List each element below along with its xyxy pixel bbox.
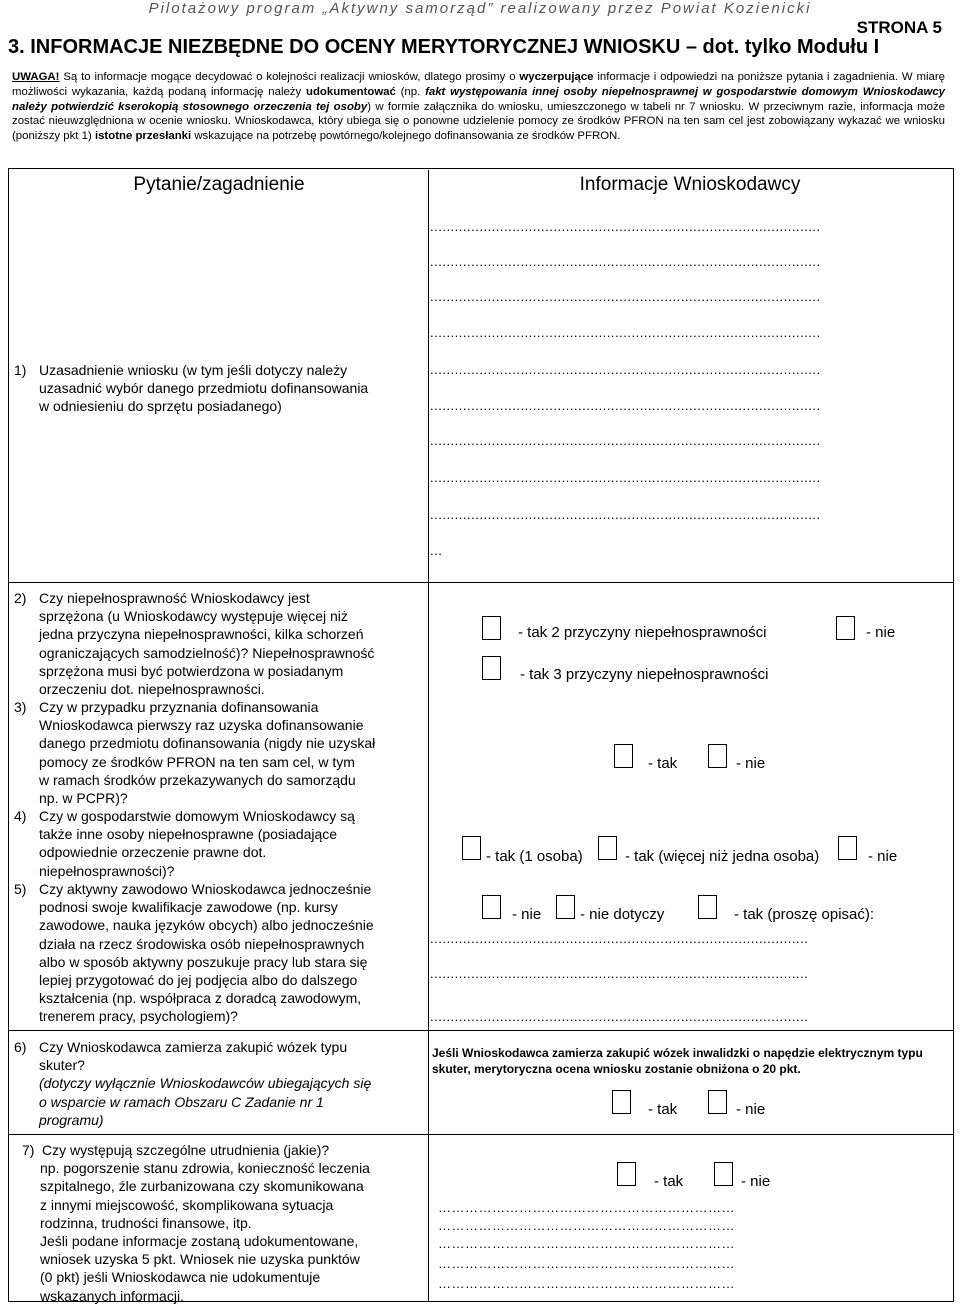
answer-line[interactable]: ............................................................................................... [430,219,821,234]
question-4 [14,807,420,880]
answer-line[interactable]: ............................................................................................... [430,289,821,304]
question-line: danego przedmiotu dofinansowania (nigdy nie uzyskał [39,735,376,752]
option-label: - nie [741,1173,771,1190]
question-1 [14,361,420,416]
option-label: - tak (więcej niż jedna osoba) [625,848,820,865]
answer-line[interactable]: ............................................................................................... [430,433,821,448]
option-label: - tak 3 przyczyny niepełnosprawności [520,666,769,683]
notice-bolditalic: fakt występowania innej osoby niepełnosprawnej w gospodarstwie domowym Wnioskodawcy należy potwierdzić kserokopią stosownego orzeczenia tej osoby [12,85,945,113]
checkbox-q5-no[interactable] [482,895,501,919]
question-line: kształcenia (np. współpraca z doradcą zawodowym, [39,990,362,1007]
scooter-note: Jeśli Wnioskodawca zamierza zakupić wózek inwalidzki o napędzie elektrycznym typu skuter, merytoryczna ocena wniosku zostanie obniżona o 20 pkt. [432,1046,923,1076]
question-number: 1) [14,362,27,378]
notice-text-5: wskazujące na potrzebę powtórnego/kolejnego dofinansowania ze środków PFRON. [191,130,621,143]
checkbox-q2-three-causes[interactable] [482,656,501,680]
answer-line[interactable]: ............................................................................................... [430,470,821,485]
option-label: - nie [868,848,898,865]
question-line: w ramach środków przekazywanych do samorządu [39,771,356,788]
question-number: 6) [14,1039,27,1055]
row-divider [9,1134,953,1135]
notice-bold-3: istotne przesłanki [94,130,192,143]
question-line: np. w PCPR)? [39,790,128,807]
question-line: Czy Wnioskodawca zamierza zakupić wózek typu [39,1039,348,1055]
checkbox-q6-no[interactable] [708,1090,727,1114]
option-label: - tak [654,1173,684,1190]
column-header-question: Pytanie/zagadnienie [133,174,305,195]
answer-line[interactable]: ………………………………………………………… [438,1200,735,1215]
column-header-info: Informacje Wnioskodawcy [579,174,801,195]
question-line: orzeczeniu dot. niepełnosprawności. [39,681,265,698]
checkbox-q7-yes[interactable] [617,1162,636,1186]
question-line: niepełnosprawności)? [39,862,175,879]
answer-line[interactable]: ............................................................................................... [430,398,821,413]
checkbox-q3-yes[interactable] [614,744,633,768]
row-divider [9,582,953,583]
question-line: Czy w gospodarstwie domowym Wnioskodawcy są [39,808,355,824]
question-number: 7) [22,1142,35,1158]
checkbox-q5-yes[interactable] [698,895,717,919]
checkbox-q7-no[interactable] [714,1162,733,1186]
question-3 [14,698,420,807]
page-number: STRONA 5 [856,18,942,37]
question-line: w odniesieniu do sprzętu posiadanego) [39,398,282,415]
question-line: ograniczających samodzielność)? Niepełnosprawność [39,644,375,661]
notice-bold-1: wyczerpujące [519,71,594,83]
answer-line[interactable]: ............................................................................................... [430,325,821,340]
option-label: - tak (proszę opisać): [734,906,875,923]
option-label: - tak (1 osoba) [486,848,583,865]
question-line: działa na rzecz środowiska osób niepełnosprawnych [39,935,365,952]
question-line: programu) [39,1111,104,1128]
checkbox-q2-two-causes[interactable] [482,616,501,640]
checkbox-q2-no[interactable] [836,616,855,640]
column-divider [428,170,429,1301]
answer-line[interactable]: ... [430,543,443,558]
answer-line[interactable]: ............................................................................................... [430,362,821,377]
question-line: także inne osoby niepełnosprawne (posiadające [39,826,338,843]
question-number: 4) [14,808,27,824]
question-line: uzasadnić wybór danego przedmiotu dofinansowania [39,380,369,397]
question-line: szpitalnego, źle zurbanizowana czy skomunikowana [40,1178,364,1195]
option-label: - nie [736,755,766,772]
answer-line[interactable]: ............................................................................................ [430,966,809,981]
question-line: (dotyczy wyłącznie Wnioskodawców ubiegających się [39,1075,372,1092]
answer-line[interactable]: ………………………………………………………… [438,1256,735,1271]
notice-paragraph [12,70,945,144]
question-line: trenerem pracy, psychologiem)? [39,1008,238,1025]
option-label: - tak [648,1101,678,1118]
question-line: Wnioskodawca pierwszy raz uzyska dofinansowanie [39,717,364,734]
answer-line[interactable]: ............................................................................................... [430,254,821,269]
question-line: odpowiednie orzeczenie prawne dot. [39,844,267,861]
question-7 [22,1141,422,1305]
question-line: Czy występują szczególne utrudnienia (jakie)? [42,1142,330,1158]
question-line: Uzasadnienie wniosku (w tym jeśli dotyczy należy [39,362,348,378]
question-line: wniosek uzyska 5 pkt. Wniosek nie uzyska punktów [40,1251,360,1268]
notice-warning: UWAGA! [12,71,60,83]
question-number: 3) [14,699,27,715]
option-label: - nie [512,906,542,923]
question-line: Czy aktywny zawodowo Wnioskodawca jednocześnie [39,881,372,897]
question-number: 5) [14,881,27,897]
option-label: - tak [648,755,678,772]
question-line: jedna przyczyna niepełnosprawności, kilka schorzeń [39,626,364,643]
checkbox-q4-one-person[interactable] [462,836,481,860]
question-2 [14,589,420,698]
section-title: 3. INFORMACJE NIEZBĘDNE DO OCENY MERYTORYCZNEJ WNIOSKU – dot. tylko Modułu I [8,36,880,58]
checkbox-q4-no[interactable] [838,836,857,860]
question-line: sprzężona (u Wnioskodawcy występuje więcej niż [39,608,348,625]
program-header: Pilotażowy program „Aktywny samorząd” realizowany przez Powiat Kozienicki [148,0,812,17]
question-line: sprzężona musi być potwierdzona w posiadanym [39,662,344,679]
question-line: albo w sposób aktywny poszukuje pracy lub stara się [39,953,368,970]
answer-line[interactable]: ………………………………………………………… [438,1236,735,1251]
option-label: - nie dotyczy [580,906,665,923]
option-label: - tak 2 przyczyny niepełnosprawności [518,624,767,641]
question-number: 2) [14,590,27,606]
checkbox-q6-yes[interactable] [612,1090,631,1114]
question-line: o wsparcie w ramach Obszaru C Zadanie nr 1 [39,1093,324,1110]
option-label: - nie [866,624,896,641]
question-line: Czy w przypadku przyznania dofinansowania [39,699,319,715]
question-line: z innymi miejscowość, skomplikowana sytuacja [40,1196,334,1213]
question-line: zawodowe, nauka języków obcych) albo jednocześnie [39,917,374,934]
notice-text-1: Są to informacje mogące decydować o kolejności realizacji wniosków, dlatego prosimy o [59,71,520,83]
question-line: pomocy ze środków PFRON na ten sam cel, w tym [39,753,355,770]
question-5 [14,880,420,1026]
row-divider [9,1030,953,1031]
option-label: - nie [736,1101,766,1118]
question-line: np. pogorszenie stanu zdrowia, konieczność leczenia [40,1160,370,1177]
answer-line[interactable]: ............................................................................................ [430,1009,809,1024]
question-line: rodzinna, trudności finansowe, itp. [40,1214,252,1231]
checkbox-q3-no[interactable] [708,744,727,768]
question-line: (0 pkt) jeśli Wnioskodawca nie udokumentuje [40,1269,321,1286]
question-line: wskazanych informacji. [40,1287,184,1304]
notice-bold-2: udokumentować [305,85,396,98]
answer-line[interactable]: ………………………………………………………… [438,1218,735,1233]
notice-text-3: (np. [395,85,426,98]
checkbox-q5-not-applicable[interactable] [556,895,575,919]
answer-line[interactable]: ............................................................................................... [430,507,821,522]
answer-line[interactable]: ………………………………………………………… [438,1276,735,1291]
question-line: Czy niepełnosprawność Wnioskodawcy jest [39,590,310,606]
notice-text-4: ) w formie załącznika do wniosku, umieszczonego w tabeli nr 7 wniosku. W przeciwnym razie, informacja może zostać nieuwzględniona w ocenie wniosku. Wnioskodawca, który ubiega się o ponowne udzielenie pomocy ze środków PFRON na ten sam cel jest zobowiązany wykazać we wniosku (poniższy pkt 1) [12,100,946,143]
answer-line[interactable]: ............................................................................................ [430,931,809,946]
question-line: podnosi swoje kwalifikacje zawodowe (np. kursy [39,899,338,916]
notice-text-2: informacje i odpowiedzi na poniższe pytania i zagadnienia. W miarę możliwości wykazania, każdą podaną informację należy [12,71,945,98]
question-line: Jeśli podane informacje zostaną udokumentowane, [40,1233,359,1250]
question-line: skuter? [39,1057,85,1074]
question-6 [14,1038,420,1129]
question-line: lepiej przygotować do jej podjęcia albo do dalszego [39,972,358,989]
checkbox-q4-more-persons[interactable] [598,836,617,860]
